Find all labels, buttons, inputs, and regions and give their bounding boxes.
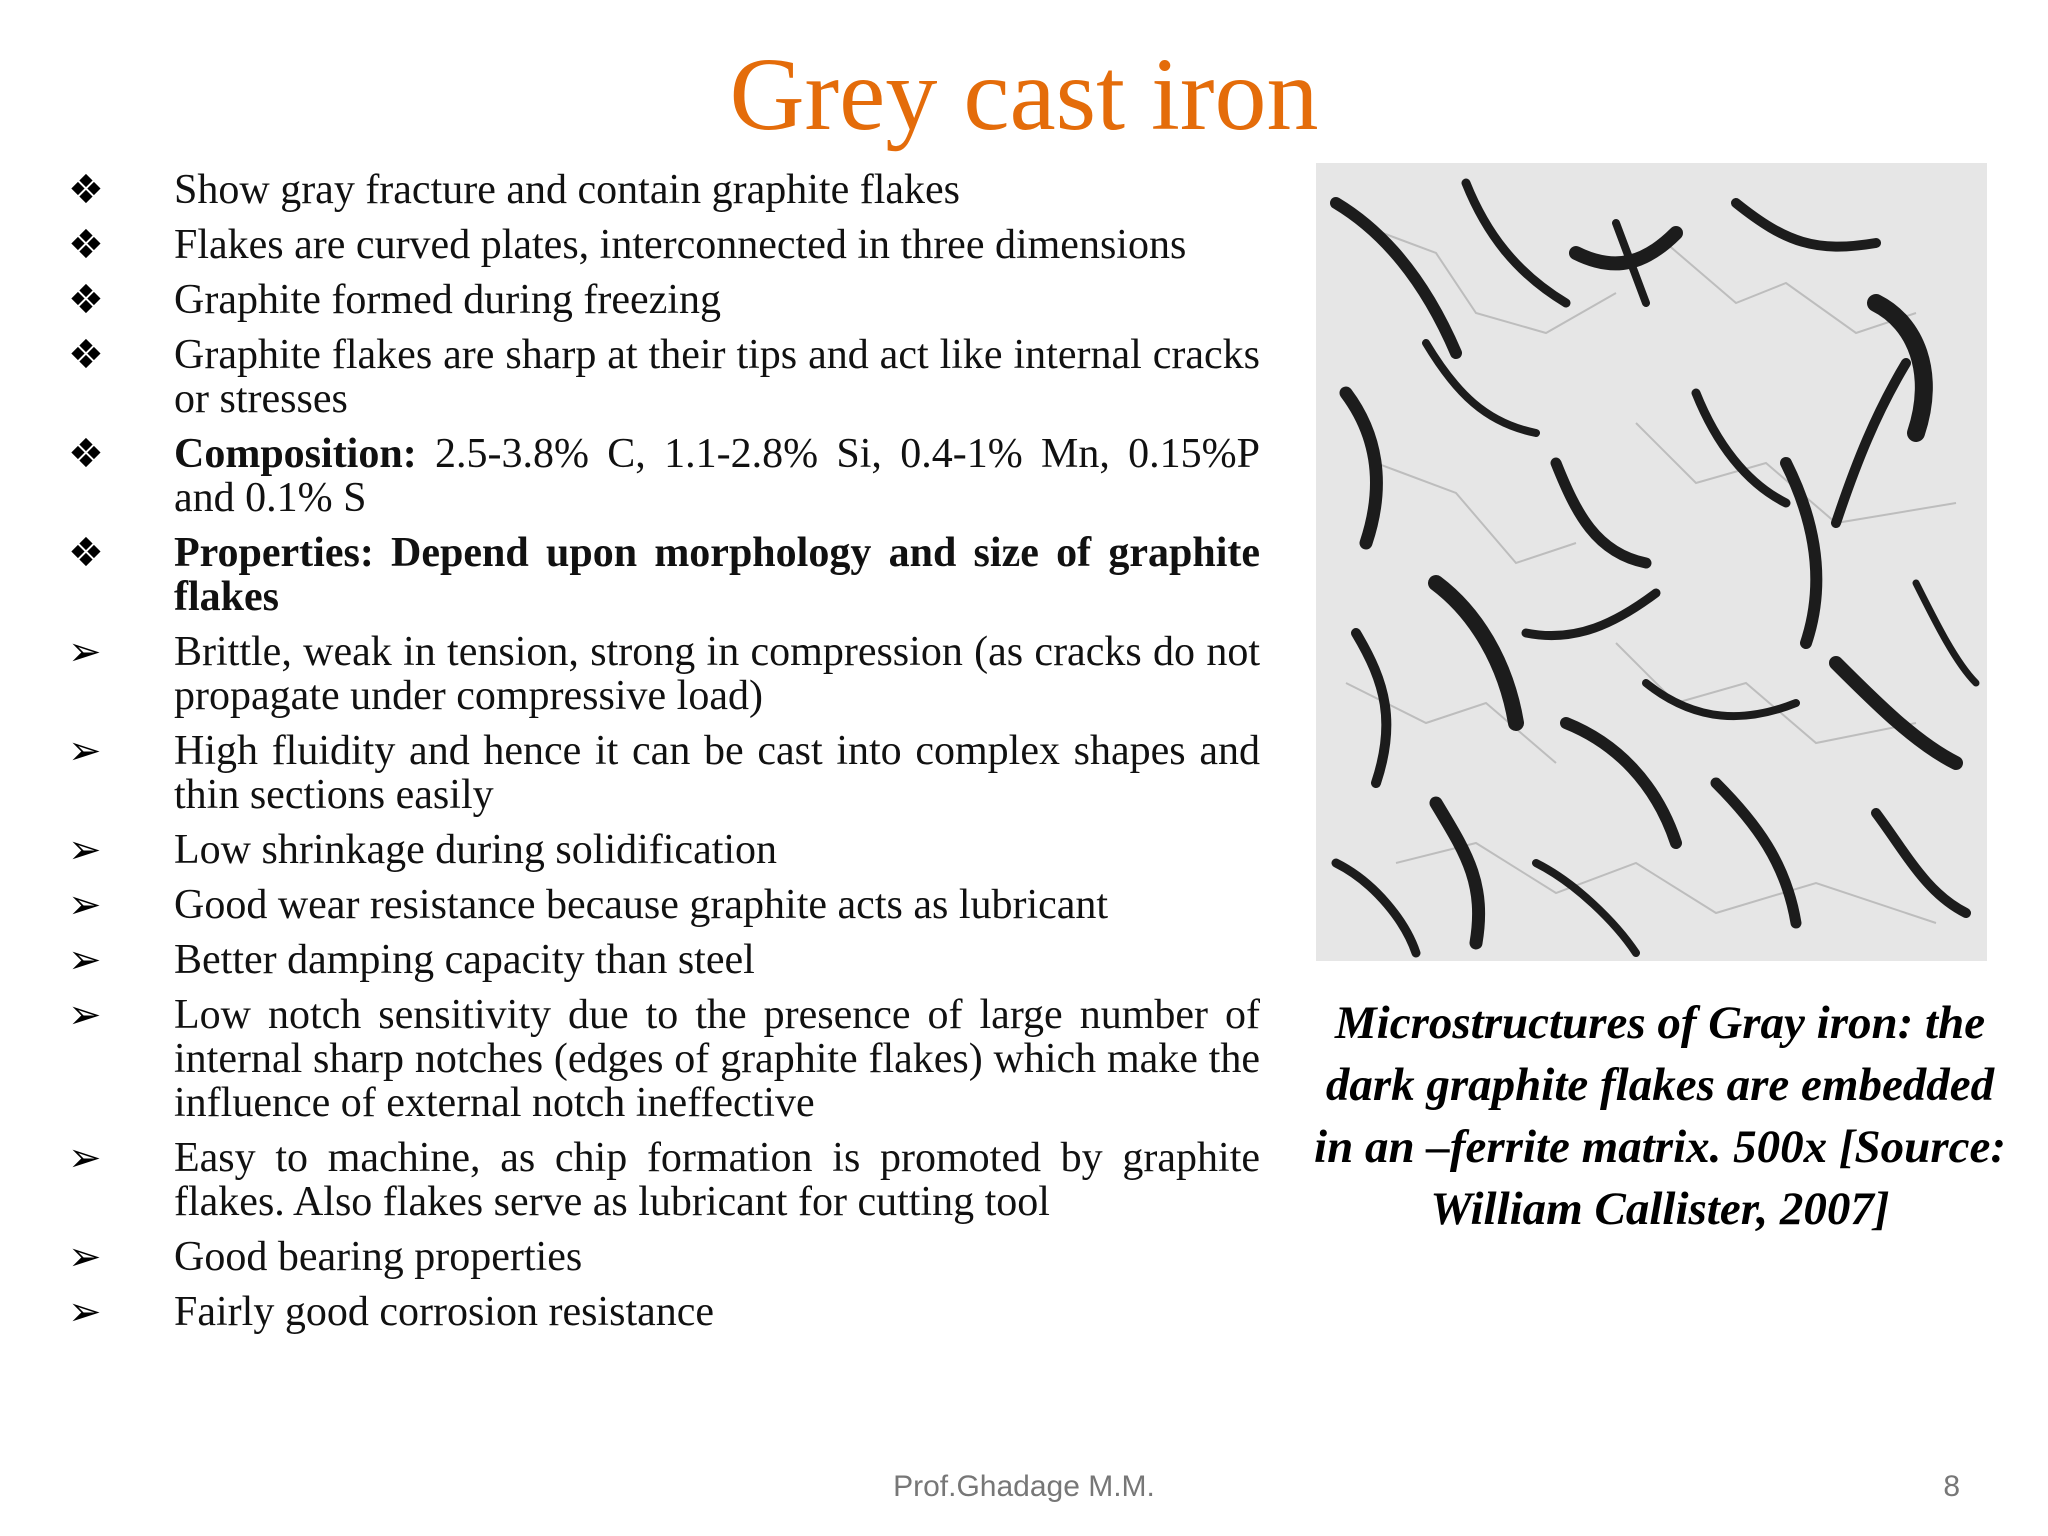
arrow-bullet-icon: ➢ — [68, 1289, 102, 1335]
four-diamond-bullet-icon: ❖ — [68, 530, 104, 576]
bullet-body: 2.5-3.8% C, 1.1-2.8% Si, 0.4-1% Mn, 0.15%P and 0.1% S — [174, 431, 1260, 521]
arrow-bullet-icon: ➢ — [68, 937, 102, 983]
bullet-item — [68, 278, 1260, 322]
slide-title: Grey cast iron — [729, 37, 1319, 152]
bullet-text — [174, 938, 1260, 982]
microstructure-image — [1316, 163, 1987, 961]
bullet-text — [174, 883, 1260, 927]
arrow-bullet-icon: ➢ — [68, 1234, 102, 1280]
bullet-item — [68, 168, 1260, 212]
image-caption: Microstructures of Gray iron: the dark graphite flakes are embedded in an –ferrite matrix. 500x [Source: William Callister, 2007] — [1314, 997, 2006, 1235]
bullet-body: Graphite flakes are sharp at their tips and act like internal cracks or stresses — [174, 332, 1260, 422]
graphite-flakes-illustration — [1316, 163, 1987, 961]
bullet-item — [68, 531, 1260, 619]
bullet-body: Low notch sensitivity due to the presence of large number of internal sharp notches (edges of graphite flakes) which make the influence of external notch ineffective — [174, 992, 1260, 1126]
bullet-body: Fairly good corrosion resistance — [174, 1289, 715, 1335]
bullet-item — [68, 729, 1260, 817]
bullet-body: Show gray fracture and contain graphite flakes — [174, 167, 961, 213]
bullet-body: High fluidity and hence it can be cast into complex shapes and thin sections easily — [174, 728, 1260, 818]
bullet-item — [68, 828, 1260, 872]
bullet-item — [68, 1235, 1260, 1279]
footer-author: Prof.Ghadage M.M. — [893, 1470, 1155, 1503]
bullet-body: Easy to machine, as chip formation is promoted by graphite flakes. Also flakes serve as lubricant for cutting tool — [174, 1135, 1260, 1225]
bullet-body: Flakes are curved plates, interconnected in three dimensions — [174, 222, 1187, 268]
arrow-bullet-icon: ➢ — [68, 728, 102, 774]
bullet-text — [174, 729, 1260, 817]
four-diamond-bullet-icon: ❖ — [68, 277, 104, 323]
four-diamond-bullet-icon: ❖ — [68, 167, 104, 213]
arrow-bullet-icon: ➢ — [68, 882, 102, 928]
four-diamond-bullet-icon: ❖ — [68, 431, 104, 477]
bullet-body: Graphite formed during freezing — [174, 277, 721, 323]
bullet-body: Brittle, weak in tension, strong in compression (as cracks do not propagate under compressive load) — [174, 629, 1260, 719]
bullet-text — [174, 1290, 1260, 1334]
bullet-item — [68, 938, 1260, 982]
bullet-bold-label: Composition: — [174, 431, 417, 477]
bullet-bold-label: Properties: Depend upon morphology and size of graphite flakes — [174, 530, 1260, 620]
four-diamond-bullet-icon: ❖ — [68, 222, 104, 268]
bullet-text — [174, 1235, 1260, 1279]
bullet-item — [68, 1290, 1260, 1334]
arrow-bullet-icon: ➢ — [68, 827, 102, 873]
bullet-body: Good bearing properties — [174, 1234, 583, 1280]
bullet-body: Better damping capacity than steel — [174, 937, 755, 983]
bullet-text — [174, 432, 1260, 520]
bullet-text — [174, 993, 1260, 1125]
bullet-text — [174, 168, 1260, 212]
bullet-list — [68, 168, 1260, 1345]
bullet-text — [174, 630, 1260, 718]
bullet-text — [174, 333, 1260, 421]
arrow-bullet-icon: ➢ — [68, 629, 102, 675]
bullet-item — [68, 432, 1260, 520]
bullet-text — [174, 828, 1260, 872]
bullet-text — [174, 1136, 1260, 1224]
four-diamond-bullet-icon: ❖ — [68, 332, 104, 378]
bullet-item — [68, 993, 1260, 1125]
bullet-item — [68, 333, 1260, 421]
arrow-bullet-icon: ➢ — [68, 992, 102, 1038]
bullet-item — [68, 630, 1260, 718]
bullet-item — [68, 1136, 1260, 1224]
bullet-item — [68, 883, 1260, 927]
bullet-body: Low shrinkage during solidification — [174, 827, 778, 873]
page-number: 8 — [1943, 1470, 1960, 1503]
bullet-text — [174, 223, 1260, 267]
bullet-body: Good wear resistance because graphite acts as lubricant — [174, 882, 1109, 928]
bullet-item — [68, 223, 1260, 267]
arrow-bullet-icon: ➢ — [68, 1135, 102, 1181]
bullet-text — [174, 531, 1260, 619]
bullet-text — [174, 278, 1260, 322]
